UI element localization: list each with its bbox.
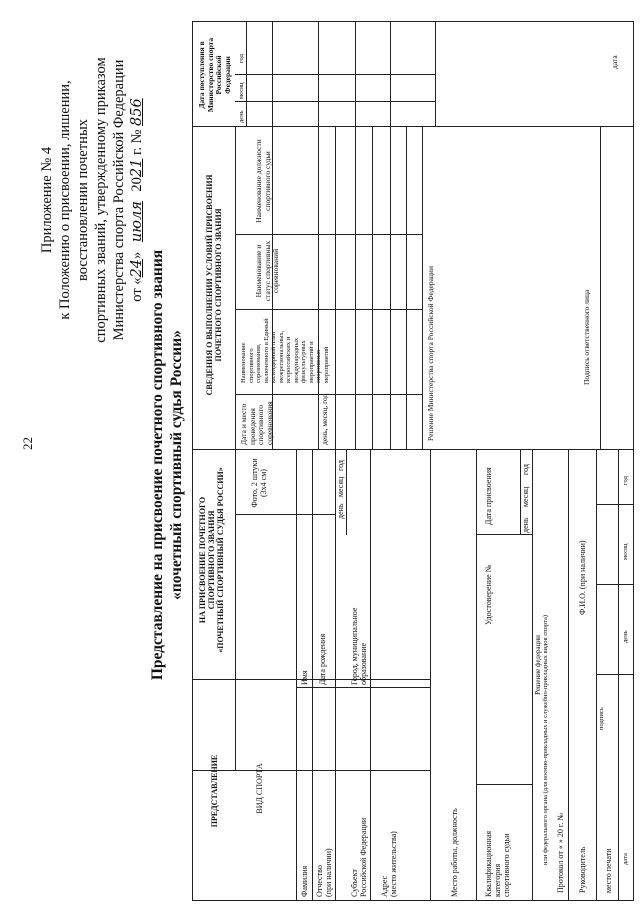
month-label: месяц: [336, 476, 345, 497]
stamp-place-label: место печати: [604, 848, 613, 893]
appendix-block: [38, 20, 146, 380]
divider: [476, 784, 532, 785]
surname-label: Фамилия: [300, 865, 309, 897]
year-caption: год: [622, 476, 629, 485]
competition-date-unit: день, месяц, год: [320, 393, 329, 445]
appendix-line: к Положению о присвоении, лишении,: [57, 80, 73, 320]
header-representation: ПРЕДСТАВЛЕНИЕ: [210, 754, 219, 828]
certificate-label: Удостоверение №: [484, 564, 493, 625]
handwritten-year: 21: [129, 158, 145, 178]
day-label: день: [336, 503, 345, 519]
competition-date-place-label: Дата и место проведения спортивного соревнования: [239, 401, 274, 445]
divider: [355, 127, 356, 450]
federal-organ-note: или федерального органа (для военно-прикладных и служебно-прикладных видов спорта): [542, 615, 549, 865]
day-label: день: [238, 110, 245, 123]
header-award: НА ПРИСВОЕНИЕ ПОЧЕТНОГО СПОРТИВНОГО ЗВАНИЯ «ПОЧЕТНЫЙ СПОРТИВНЫЙ СУДЬЯ РОССИИ»: [198, 467, 225, 653]
divider: [390, 127, 391, 450]
divider: [596, 450, 597, 901]
divider: [532, 450, 533, 901]
divider: [235, 514, 335, 515]
divider: [235, 101, 435, 102]
divider: [370, 450, 371, 901]
divider: [296, 450, 297, 901]
judge-position-label: Наименование должности спортивного судьи: [254, 139, 272, 223]
form-title: [148, 145, 186, 785]
header-conditions: СВЕДЕНИЯ О ВЫПОЛНЕНИИ УСЛОВИЙ ПРИСВОЕНИЯ ПОЧЕТНОГО СПОРТИВНОГО ЗВАНИЯ: [205, 174, 223, 396]
final-date-label: дата: [610, 55, 619, 69]
divider: [192, 126, 634, 127]
day-caption: день: [622, 630, 629, 643]
divider: [192, 679, 430, 680]
divider: [596, 674, 634, 675]
appendix-title: Приложение № 4: [39, 146, 55, 254]
divider: [318, 127, 319, 450]
divider: [235, 450, 236, 771]
year-label: год: [238, 54, 245, 63]
divider: [568, 450, 569, 901]
divider: [235, 309, 422, 310]
federation-decision-label: Решение федерации: [534, 635, 542, 695]
divider: [318, 21, 319, 127]
divider: [355, 21, 356, 127]
divider: [335, 127, 336, 450]
appendix-line: Министерства спорта Российской Федерации: [111, 59, 127, 341]
divider: [476, 534, 532, 535]
divider: [235, 127, 236, 450]
month-label: месяц: [521, 486, 530, 507]
divider: [422, 127, 423, 450]
divider: [596, 584, 634, 585]
name-label: Имя: [300, 670, 309, 685]
form-title-line: Представление на присвоение почетного спортивного звания: [149, 249, 166, 681]
divider: [430, 450, 431, 901]
signature-caption: подпись: [598, 707, 605, 730]
divider: [596, 504, 634, 505]
fio-label: Ф.И.О. (при наличии): [578, 540, 587, 615]
protocol-line: Протокол от « » 20 г. №: [556, 813, 565, 893]
divider: [476, 450, 477, 901]
divider: [192, 770, 430, 771]
handwritten-order-number: 856: [129, 98, 145, 126]
divider: [335, 515, 336, 901]
page-number: 22: [20, 437, 35, 450]
divider: [406, 127, 407, 450]
header-receipt-date: Дата поступления в Министерство спорта Российской Федерации: [197, 37, 232, 113]
divider: [272, 21, 273, 127]
sport-kind-label: ВИД СПОРТА: [255, 763, 264, 814]
appendix-order-date: от «24» июля 2021 г. № 856: [129, 98, 145, 302]
divider: [235, 74, 435, 75]
date-caption: дата: [622, 853, 629, 865]
competition-name-label: Наименование спортивного соревнования, включенного в Единый календарный план межрегиональных, всероссийских и международных физкультурных мероприятий и спортивных мероприятий: [240, 318, 330, 383]
head-label: Руководитель: [578, 846, 587, 893]
ministry-decision-label: Решение Министерства спорта Российской Федерации: [426, 266, 435, 441]
divider: [372, 127, 373, 450]
divider: [296, 687, 430, 688]
handwritten-day: 24: [129, 259, 145, 278]
divider: [435, 21, 436, 127]
birth-date-label: Дата рождения: [318, 633, 327, 685]
handwritten-month: июля: [129, 201, 145, 243]
divider: [618, 450, 619, 901]
form-title-line: «почетный спортивный судья России»: [168, 330, 185, 600]
month-caption: месяц: [622, 543, 629, 560]
divider: [390, 21, 391, 127]
judge-status-label: Наименование и статус спортивных соревнований: [254, 240, 280, 302]
patronymic-label: Отчество (при наличии): [315, 848, 333, 897]
city-label: Город, муниципальное образование: [350, 607, 368, 685]
month-label: месяц: [238, 82, 245, 99]
divider: [312, 450, 313, 901]
responsible-signature-label: Подпись ответственного лица: [582, 289, 591, 385]
divider: [346, 450, 347, 535]
appendix-line: восстановлении почетных: [75, 119, 91, 281]
workplace-label: Место работы, должность: [450, 808, 459, 897]
address-label: Адрес (место жительства): [380, 831, 398, 897]
day-label: день: [521, 517, 530, 533]
subject-rf-label: Субъект Российской Федерации: [350, 817, 368, 897]
appendix-line: спортивных званий, утвержденному приказом: [93, 57, 109, 343]
year-label: год: [336, 460, 345, 471]
divider: [246, 21, 247, 127]
qualification-label: Квалификационная категория спортивного судьи: [484, 830, 511, 897]
divider: [600, 127, 601, 450]
award-date-label: Дата присвоения: [484, 467, 493, 525]
divider: [272, 127, 273, 450]
year-label: год: [521, 464, 530, 475]
divider: [335, 450, 336, 535]
divider: [235, 234, 422, 235]
photo-label: Фото, 2 штуки (3x4 см): [250, 458, 268, 508]
